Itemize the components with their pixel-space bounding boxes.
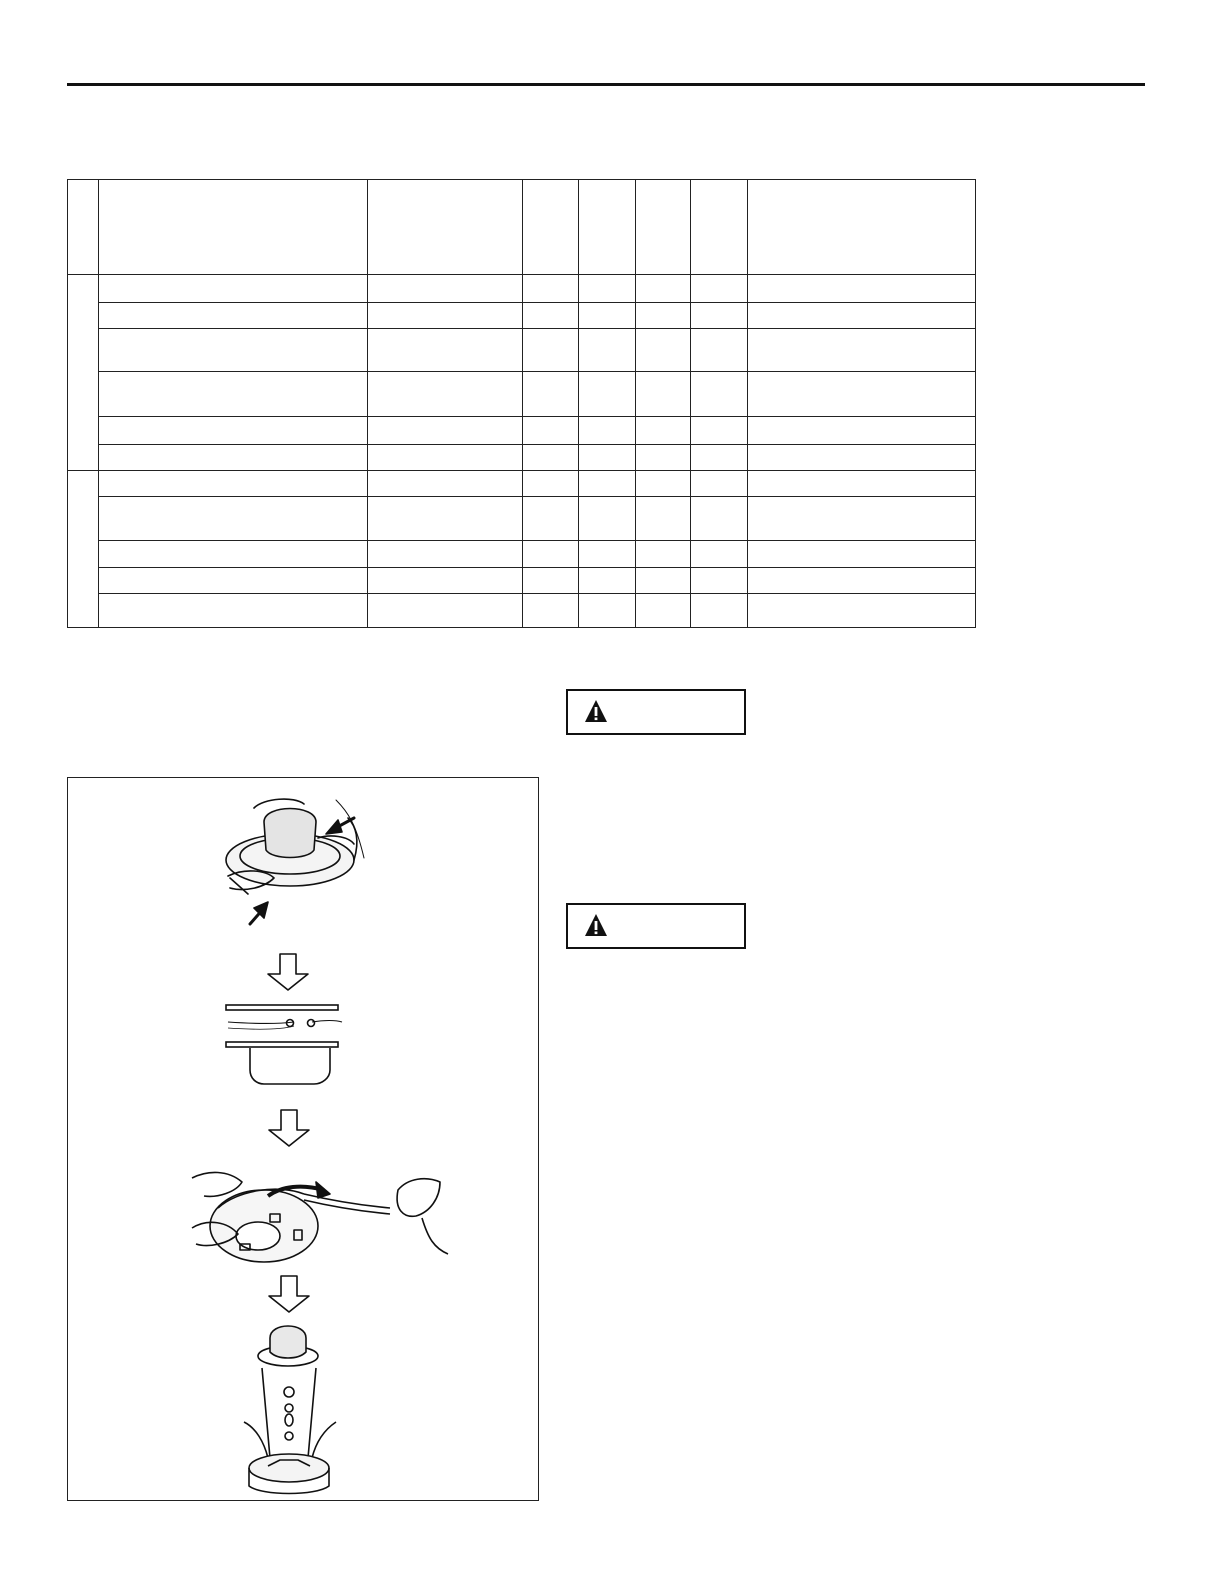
hands-pressing-trimmer-head-icon: [226, 799, 364, 924]
table-row: [68, 417, 976, 445]
notes-cell: [748, 445, 976, 471]
interval-cell: [579, 568, 636, 594]
maintenance-schedule-table: [67, 179, 976, 628]
interval-cell: [636, 329, 691, 372]
interval-cell: [636, 594, 691, 628]
notes-cell: [748, 541, 976, 568]
table-row: [68, 594, 976, 628]
notes-cell: [748, 329, 976, 372]
warning-box: [566, 903, 746, 949]
interval-cell: [636, 497, 691, 541]
interval-cell: [636, 471, 691, 497]
line-replacement-figure: [67, 777, 539, 1501]
interval-cell: [579, 329, 636, 372]
interval-cell: [636, 445, 691, 471]
interval-cell: [579, 417, 636, 445]
detail-cell: [368, 372, 523, 417]
interval-cell: [636, 275, 691, 303]
detail-header-cell: [368, 180, 523, 275]
interval-cell: [691, 541, 748, 568]
table-row: [68, 303, 976, 329]
interval-cell: [691, 594, 748, 628]
interval-cell: [523, 275, 579, 303]
item-cell: [99, 497, 368, 541]
interval-cell: [691, 497, 748, 541]
table-header-row: [68, 180, 976, 275]
detail-cell: [368, 417, 523, 445]
detail-cell: [368, 445, 523, 471]
interval-cell: [523, 417, 579, 445]
group-label-cell: [68, 471, 99, 628]
down-arrow-icon: [269, 1110, 309, 1146]
interval-cell: [523, 445, 579, 471]
interval-cell: [579, 372, 636, 417]
interval-cell: [523, 303, 579, 329]
notes-cell: [748, 275, 976, 303]
item-cell: [99, 417, 368, 445]
interval-header-cell: [636, 180, 691, 275]
warning-triangle-icon: [584, 913, 608, 942]
item-cell: [99, 303, 368, 329]
item-cell: [99, 275, 368, 303]
interval-cell: [523, 594, 579, 628]
notes-cell: [748, 303, 976, 329]
down-arrow-icon: [269, 1276, 309, 1312]
interval-cell: [636, 417, 691, 445]
table-row: [68, 471, 976, 497]
winding-line-onto-spool-icon: [192, 1172, 448, 1262]
interval-cell: [523, 568, 579, 594]
warning-triangle-icon: [584, 699, 608, 728]
detail-cell: [368, 471, 523, 497]
table-row: [68, 568, 976, 594]
table-row: [68, 445, 976, 471]
interval-cell: [579, 303, 636, 329]
interval-cell: [691, 471, 748, 497]
interval-cell: [523, 372, 579, 417]
table-row: [68, 497, 976, 541]
down-arrow-icon: [268, 954, 308, 990]
interval-cell: [691, 275, 748, 303]
interval-cell: [579, 541, 636, 568]
interval-cell: [636, 541, 691, 568]
interval-cell: [579, 445, 636, 471]
notes-cell: [748, 568, 976, 594]
detail-cell: [368, 568, 523, 594]
interval-cell: [691, 568, 748, 594]
notes-cell: [748, 372, 976, 417]
table-row: [68, 541, 976, 568]
item-header-cell: [99, 180, 368, 275]
detail-cell: [368, 541, 523, 568]
interval-cell: [579, 594, 636, 628]
interval-cell: [636, 568, 691, 594]
item-cell: [99, 471, 368, 497]
spool-assembly-exploded-icon: [244, 1326, 336, 1494]
group-label-cell: [68, 275, 99, 471]
interval-cell: [579, 497, 636, 541]
interval-header-cell: [523, 180, 579, 275]
spool-line-eyelets-icon: [226, 1005, 342, 1084]
interval-cell: [579, 275, 636, 303]
notes-cell: [748, 594, 976, 628]
interval-cell: [636, 372, 691, 417]
interval-cell: [691, 329, 748, 372]
detail-cell: [368, 497, 523, 541]
interval-cell: [691, 445, 748, 471]
detail-cell: [368, 275, 523, 303]
notes-cell: [748, 471, 976, 497]
table-row: [68, 372, 976, 417]
interval-cell: [636, 303, 691, 329]
notes-cell: [748, 497, 976, 541]
interval-cell: [523, 471, 579, 497]
item-cell: [99, 372, 368, 417]
interval-cell: [523, 541, 579, 568]
detail-cell: [368, 594, 523, 628]
interval-cell: [691, 303, 748, 329]
interval-header-cell: [579, 180, 636, 275]
detail-cell: [368, 303, 523, 329]
interval-cell: [523, 497, 579, 541]
warning-box: [566, 689, 746, 735]
table-row: [68, 275, 976, 303]
detail-cell: [368, 329, 523, 372]
group-header-cell: [68, 180, 99, 275]
item-cell: [99, 568, 368, 594]
notes-cell: [748, 417, 976, 445]
item-cell: [99, 541, 368, 568]
interval-cell: [691, 417, 748, 445]
interval-cell: [523, 329, 579, 372]
table-row: [68, 329, 976, 372]
interval-cell: [579, 471, 636, 497]
interval-header-cell: [691, 180, 748, 275]
item-cell: [99, 329, 368, 372]
notes-header-cell: [748, 180, 976, 275]
item-cell: [99, 594, 368, 628]
item-cell: [99, 445, 368, 471]
interval-cell: [691, 372, 748, 417]
header-rule: [67, 83, 1145, 86]
